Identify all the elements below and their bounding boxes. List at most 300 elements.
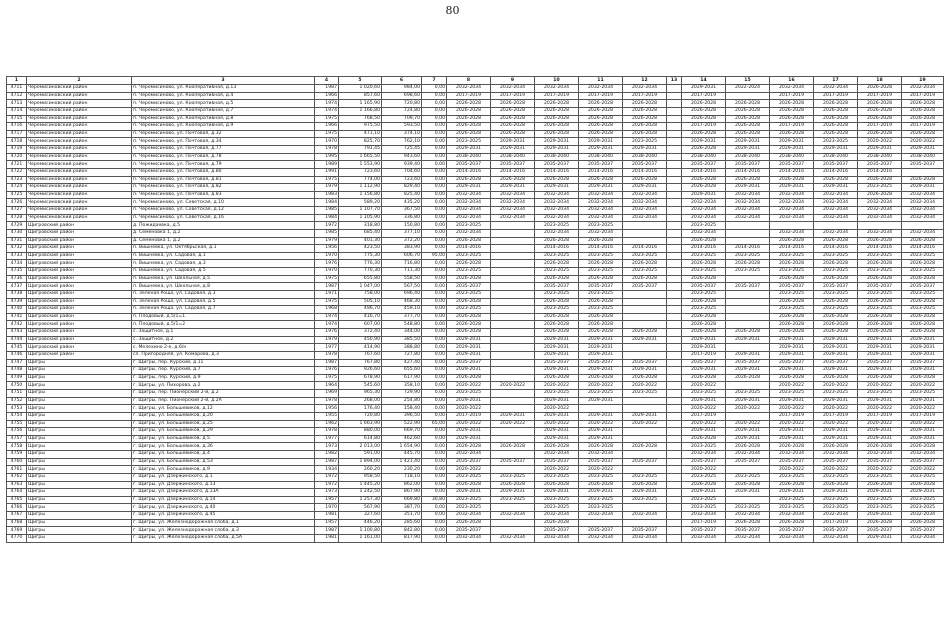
table-cell: 2026-2028	[858, 275, 902, 283]
table-row	[7, 496, 944, 504]
table-cell: 2017-2019	[682, 351, 726, 359]
table-cell: 2032-2034	[902, 512, 944, 520]
table-cell: 0,00	[422, 344, 447, 352]
table-cell: 2026-2028	[682, 237, 726, 245]
table-cell: 2032-2034	[623, 207, 667, 215]
table-cell	[667, 496, 682, 504]
table-cell: 2032-2034	[770, 199, 814, 207]
table-cell: 2017-2019	[770, 123, 814, 131]
table-cell: 2029-2031	[623, 184, 667, 192]
table-cell: 2023-2025	[447, 290, 491, 298]
table-cell: 2026-2028	[579, 107, 623, 115]
table-cell	[579, 519, 623, 527]
table-cell: 617,90	[382, 374, 422, 382]
table-cell: 2032-2034	[902, 191, 944, 199]
table-cell: 0,00	[422, 191, 447, 199]
table-cell: 0,00	[422, 374, 447, 382]
table-cell: 1979	[315, 237, 339, 245]
table-cell: 2029-2031	[579, 184, 623, 192]
table-cell: 2026-2028	[770, 481, 814, 489]
table-cell: 344,00	[382, 329, 422, 337]
table-cell	[667, 252, 682, 260]
table-cell: 2020-2022	[579, 466, 623, 474]
table-cell: 2032-2034	[682, 229, 726, 237]
table-cell: 2029-2031	[682, 489, 726, 497]
table-row	[7, 161, 944, 169]
table-cell	[623, 313, 667, 321]
table-cell: 358,10	[382, 382, 422, 390]
table-cell: 2035-2037	[814, 161, 858, 169]
table-cell: п. Черемисиново, ул. Советская, д.16	[132, 214, 315, 222]
table-cell: 2026-2028	[623, 329, 667, 337]
table-cell: 2029-2031	[579, 138, 623, 146]
table-cell: г. Щигры, ул. Большевиков, д.4	[132, 451, 315, 459]
table-cell: 2026-2028	[447, 237, 491, 245]
table-cell: Щигровский район	[27, 329, 132, 337]
table-cell: 285,60	[382, 519, 422, 527]
table-cell: 2035-2037	[623, 161, 667, 169]
column-number: 15	[726, 77, 770, 85]
table-cell: 1966	[315, 92, 339, 100]
table-cell: 2023-2025	[491, 496, 535, 504]
table-cell: 1975	[315, 130, 339, 138]
column-number: 1	[7, 77, 27, 85]
table-cell: 1934	[315, 466, 339, 474]
table-cell	[667, 420, 682, 428]
table-cell: 4760	[7, 458, 27, 466]
table-cell: 2026-2028	[858, 321, 902, 329]
table-cell: 2026-2028	[447, 519, 491, 527]
table-cell	[623, 344, 667, 352]
table-cell: г. Щигры, ул. Дзержинского, д.13	[132, 481, 315, 489]
table-cell: п. Черемисиново, ул. Почтовая, д.81	[132, 176, 315, 184]
table-cell: 2026-2028	[682, 176, 726, 184]
table-cell: 2029-2031	[902, 435, 944, 443]
table-cell: 2020-2022	[535, 382, 579, 390]
table-cell: 2017-2019	[858, 412, 902, 420]
table-cell: 4752	[7, 397, 27, 405]
table-cell: 2032-2034	[535, 512, 579, 520]
table-cell: 2026-2028	[447, 130, 491, 138]
table-cell: 2035-2037	[814, 359, 858, 367]
table-cell: 2026-2028	[814, 115, 858, 123]
table-cell: 2026-2028	[491, 100, 535, 108]
column-number: 13	[667, 77, 682, 85]
table-cell: 2020-2022	[902, 382, 944, 390]
table-row	[7, 260, 944, 268]
table-cell: 0,00	[422, 100, 447, 108]
table-cell: 2026-2028	[858, 115, 902, 123]
table-cell: 1987	[315, 283, 339, 291]
table-cell: Черемисиновский район	[27, 92, 132, 100]
table-cell: 2035-2037	[535, 283, 579, 291]
table-cell: 0,00	[422, 329, 447, 337]
table-cell: Щигровский район	[27, 298, 132, 306]
table-cell: 0,00	[422, 336, 447, 344]
table-cell: 591,00	[339, 451, 382, 459]
table-cell: 2020-2022	[770, 382, 814, 390]
table-cell: д. Пожидаевка, д.5	[132, 222, 315, 230]
table-cell: 984,00	[382, 85, 422, 93]
table-row	[7, 512, 944, 520]
table-cell: 2026-2028	[726, 443, 770, 451]
table-cell: 1981	[315, 512, 339, 520]
table-cell: 2029-2031	[726, 397, 770, 405]
table-cell: 2029-2031	[623, 489, 667, 497]
table-cell: 2023-2025	[535, 473, 579, 481]
table-cell	[667, 443, 682, 451]
table-cell: 4740	[7, 306, 27, 314]
table-cell: п. Зеленая Роща, ул. Садовая, д.5	[132, 298, 315, 306]
table-cell: 2029-2031	[682, 138, 726, 146]
table-cell: 2020-2022	[447, 382, 491, 390]
table-cell: 2035-2037	[858, 527, 902, 535]
table-cell: 2026-2028	[623, 115, 667, 123]
table-cell: 2023-2025	[682, 390, 726, 398]
table-cell	[667, 130, 682, 138]
table-cell: 4711	[7, 85, 27, 93]
table-cell: 2023-2025	[770, 268, 814, 276]
table-cell: 4731	[7, 237, 27, 245]
table-cell: 396,50	[382, 412, 422, 420]
table-cell: 2022-2024	[726, 85, 770, 93]
table-cell: 336,80	[382, 214, 422, 222]
table-cell	[667, 168, 682, 176]
table-cell: 862,00	[382, 481, 422, 489]
table-cell	[491, 451, 535, 459]
table-cell: 0,00	[422, 146, 447, 154]
table-cell: 2032-2034	[814, 85, 858, 93]
table-cell: 2029-2031	[726, 351, 770, 359]
table-cell: 1984	[315, 214, 339, 222]
table-cell: 2023-2025	[770, 306, 814, 314]
table-cell: 926,60	[339, 367, 382, 375]
table-cell: 1982	[315, 451, 339, 459]
table-cell: 2026-2028	[623, 374, 667, 382]
table-cell	[726, 275, 770, 283]
table-cell: 1979	[315, 336, 339, 344]
table-cell: 2038-2040	[535, 153, 579, 161]
table-cell: 2026-2028	[682, 260, 726, 268]
table-cell: 0,00	[422, 458, 447, 466]
table-cell: 2035-2037	[579, 283, 623, 291]
table-cell: 1987	[315, 527, 339, 535]
table-cell: 388,80	[382, 344, 422, 352]
table-cell: 2032-2034	[579, 451, 623, 459]
table-cell: 0,00	[422, 306, 447, 314]
table-cell: 1 257,30	[339, 496, 382, 504]
table-cell: 0,00	[422, 283, 447, 291]
table-cell: 2032-2034	[682, 451, 726, 459]
table-cell	[667, 237, 682, 245]
table-cell	[491, 222, 535, 230]
table-cell: 2014-2016	[726, 245, 770, 253]
table-cell: 2026-2028	[770, 115, 814, 123]
table-cell: 2029-2031	[535, 489, 579, 497]
table-cell: 1957	[315, 496, 339, 504]
table-cell: 1 156,80	[339, 191, 382, 199]
table-cell	[667, 229, 682, 237]
table-cell: г. Щигры, ул. Железнодорожная слоба, д.5А	[132, 534, 315, 542]
table-cell: 2029-2031	[579, 336, 623, 344]
table-cell: 2026-2028	[902, 100, 944, 108]
table-cell: 2038-2040	[491, 153, 535, 161]
table-row	[7, 435, 944, 443]
table-cell: п. Черемисиново, ул. Кооперативная, д.4	[132, 92, 315, 100]
table-cell: 2014-2016	[491, 168, 535, 176]
table-cell: 2029-2031	[682, 367, 726, 375]
table-cell: 377,10	[382, 229, 422, 237]
table-cell: 2029-2031	[902, 336, 944, 344]
table-cell: 2026-2028	[858, 374, 902, 382]
table-cell	[623, 519, 667, 527]
table-cell: 2020-2022	[770, 420, 814, 428]
table-cell	[667, 222, 682, 230]
table-cell	[726, 290, 770, 298]
table-cell: 607,00	[339, 321, 382, 329]
table-cell: 1974	[315, 107, 339, 115]
table-row	[7, 268, 944, 276]
table-cell: 2023-2025	[623, 390, 667, 398]
table-cell: 1964	[315, 382, 339, 390]
table-cell: 1 100,80	[339, 527, 382, 535]
table-cell	[667, 405, 682, 413]
table-cell: 2032-2034	[447, 191, 491, 199]
table-cell: 2032-2034	[726, 207, 770, 215]
table-cell: Черемисиновский район	[27, 191, 132, 199]
table-cell: 2032-2034	[491, 512, 535, 520]
table-cell: 4753	[7, 405, 27, 413]
table-cell: 2023-2025	[858, 496, 902, 504]
table-cell: 2020-2022	[770, 405, 814, 413]
table-cell	[623, 504, 667, 512]
table-cell: 2035-2037	[814, 527, 858, 535]
table-cell: 0,00	[422, 92, 447, 100]
table-cell: 2032-2034	[447, 512, 491, 520]
table-cell: 4741	[7, 313, 27, 321]
table-cell: 254,80	[382, 397, 422, 405]
table-cell: 1976	[315, 329, 339, 337]
table-cell: 2020-2022	[535, 420, 579, 428]
table-cell: 2026-2028	[814, 443, 858, 451]
table-cell: 2026-2028	[902, 260, 944, 268]
table-cell	[667, 412, 682, 420]
table-cell: 1 445,20	[339, 481, 382, 489]
table-cell: 4755	[7, 420, 27, 428]
table-cell: 2020-2022	[858, 138, 902, 146]
table-cell	[667, 283, 682, 291]
table-cell: 2017-2019	[447, 412, 491, 420]
table-cell: 2026-2028	[579, 443, 623, 451]
table-cell: 4727	[7, 207, 27, 215]
table-cell: 2026-2028	[902, 481, 944, 489]
table-cell	[726, 298, 770, 306]
table-cell: 2032-2034	[535, 451, 579, 459]
table-cell: 4763	[7, 481, 27, 489]
table-cell	[491, 390, 535, 398]
table-row	[7, 397, 944, 405]
table-cell	[726, 313, 770, 321]
table-cell: 2029-2031	[447, 351, 491, 359]
table-cell: 1 663,90	[339, 420, 382, 428]
table-cell: Щигры	[27, 405, 132, 413]
table-cell: 2023-2025	[682, 222, 726, 230]
table-cell: 2026-2028	[726, 100, 770, 108]
table-cell: 2023-2025	[579, 473, 623, 481]
table-cell: 2035-2037	[814, 283, 858, 291]
table-cell: Щигры	[27, 466, 132, 474]
table-cell: 2029-2031	[858, 351, 902, 359]
table-row	[7, 534, 944, 542]
table-cell: 0,00	[422, 435, 447, 443]
table-cell: 2023-2025	[902, 504, 944, 512]
table-cell: 4737	[7, 283, 27, 291]
table-cell: 2029-2031	[858, 344, 902, 352]
table-cell: 2035-2037	[902, 527, 944, 535]
table-cell: 2029-2031	[535, 336, 579, 344]
table-cell: 2026-2028	[579, 260, 623, 268]
table-cell: 2032-2034	[770, 229, 814, 237]
table-cell: 1985	[315, 207, 339, 215]
table-cell: 2014-2016	[535, 168, 579, 176]
table-cell: 2023-2025	[491, 473, 535, 481]
table-cell: 2026-2028	[726, 107, 770, 115]
table-cell: 1 665,50	[339, 153, 382, 161]
table-cell: 762,10	[382, 138, 422, 146]
table-cell: 4762	[7, 473, 27, 481]
table-cell: 2026-2028	[447, 329, 491, 337]
table-cell: 1987	[315, 458, 339, 466]
table-cell: 593,50	[382, 123, 422, 131]
table-cell: 2023-2025	[902, 496, 944, 504]
table-cell: 0,00	[422, 107, 447, 115]
table-cell: 2014-2016	[682, 245, 726, 253]
table-row	[7, 313, 944, 321]
table-cell: 2026-2028	[726, 481, 770, 489]
table-cell: 2029-2031	[682, 191, 726, 199]
table-cell: Щигры	[27, 382, 132, 390]
table-cell: 2023-2025	[770, 496, 814, 504]
table-cell: 2029-2031	[726, 184, 770, 192]
table-cell: 2017-2019	[902, 412, 944, 420]
table-cell: 2035-2037	[579, 359, 623, 367]
table-cell: 725,45	[382, 146, 422, 154]
table-cell: 2026-2028	[902, 329, 944, 337]
table-cell: 2026-2028	[623, 123, 667, 131]
table-cell: 2026-2028	[447, 374, 491, 382]
table-cell: 2032-2034	[814, 512, 858, 520]
table-cell: 775,30	[339, 252, 382, 260]
table-cell: 1970	[315, 138, 339, 146]
table-cell: 2035-2037	[858, 458, 902, 466]
table-cell: 2026-2028	[682, 115, 726, 123]
table-cell: 2023-2025	[535, 390, 579, 398]
table-cell: 2032-2034	[447, 214, 491, 222]
table-cell: г. Щигры, пер. Пионерский 2-й, д.2А	[132, 397, 315, 405]
table-cell: 2026-2028	[579, 115, 623, 123]
table-cell: 2026-2028	[447, 100, 491, 108]
table-cell: 2026-2028	[726, 374, 770, 382]
table-cell: 2029-2031	[770, 435, 814, 443]
table-cell	[623, 290, 667, 298]
table-cell: 2032-2034	[535, 199, 579, 207]
table-cell: 2017-2019	[491, 92, 535, 100]
table-cell: 0,00	[422, 527, 447, 535]
table-cell: Черемисиновский район	[27, 153, 132, 161]
table-cell	[726, 466, 770, 474]
table-cell: 2032-2034	[535, 191, 579, 199]
table-cell: п. Плодовый, д.5/1=1	[132, 313, 315, 321]
table-cell: 1979	[315, 184, 339, 192]
table-cell: 1 020,60	[339, 85, 382, 93]
table-cell: 2029-2031	[858, 336, 902, 344]
table-cell: 1 654,90	[382, 443, 422, 451]
table-cell: 2017-2019	[447, 92, 491, 100]
table-cell: 2026-2028	[770, 298, 814, 306]
table-cell: 468,30	[382, 298, 422, 306]
table-cell: 2023-2025	[858, 504, 902, 512]
table-cell: 2026-2028	[535, 313, 579, 321]
table-cell: 1970	[315, 504, 339, 512]
table-cell	[491, 519, 535, 527]
table-cell: 2035-2037	[682, 458, 726, 466]
table-row	[7, 344, 944, 352]
table-cell: Щигровский район	[27, 336, 132, 344]
table-cell: 2035-2037	[623, 359, 667, 367]
table-cell: г. Щигры, ул. Большевиков, д.5	[132, 435, 315, 443]
table-cell: 1978	[315, 146, 339, 154]
table-cell: 2026-2028	[858, 329, 902, 337]
table-cell: 2029-2031	[491, 489, 535, 497]
table-cell: 2029-2031	[726, 146, 770, 154]
table-row	[7, 245, 944, 253]
table-cell: 2038-2040	[770, 153, 814, 161]
table-cell: 1970	[315, 252, 339, 260]
table-cell: 774,00	[339, 176, 382, 184]
table-cell	[902, 222, 944, 230]
table-cell: 2026-2028	[623, 275, 667, 283]
table-cell: 377,70	[382, 313, 422, 321]
table-cell	[667, 191, 682, 199]
table-cell: 2026-2028	[858, 130, 902, 138]
table-cell: 2026-2028	[535, 237, 579, 245]
table-cell: 2026-2028	[726, 123, 770, 131]
table-cell: 767,60	[339, 351, 382, 359]
table-cell	[667, 184, 682, 192]
table-cell: 4730	[7, 229, 27, 237]
table-cell: 2023-2025	[579, 390, 623, 398]
table-cell: 2029-2031	[858, 489, 902, 497]
table-cell: 1972	[315, 481, 339, 489]
table-cell: 2029-2031	[858, 534, 902, 542]
table-cell: Черемисиновский район	[27, 199, 132, 207]
table-cell: 65,00	[422, 420, 447, 428]
table-cell: 880,00	[339, 428, 382, 436]
table-cell	[667, 207, 682, 215]
table-cell: 2029-2031	[902, 351, 944, 359]
table-cell: 2029-2031	[814, 146, 858, 154]
table-cell: 2026-2028	[535, 321, 579, 329]
table-cell: 2026-2028	[814, 123, 858, 131]
table-cell: п. Черемисиново, ул. Кооперативная, д.8	[132, 115, 315, 123]
table-cell: 2026-2028	[491, 107, 535, 115]
table-cell	[623, 321, 667, 329]
table-cell: 2032-2034	[682, 534, 726, 542]
table-cell: 2017-2019	[682, 412, 726, 420]
table-cell	[667, 428, 682, 436]
table-cell: 2029-2031	[814, 397, 858, 405]
table-cell: 1957	[315, 519, 339, 527]
